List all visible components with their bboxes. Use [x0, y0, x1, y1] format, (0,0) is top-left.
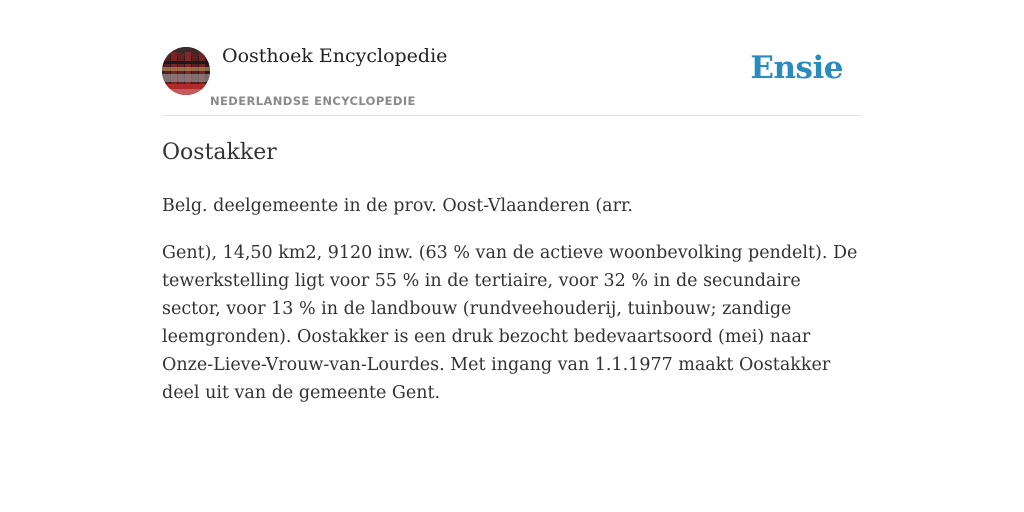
- article-paragraph-1: Belg. deelgemeente in de prov. Oost-Vlaanderen (arr.: [162, 196, 633, 216]
- article-title: Oostakker: [162, 140, 277, 165]
- site-name-link[interactable]: Oosthoek Encyclopedie: [222, 45, 448, 67]
- book-spines-icon: [162, 47, 210, 95]
- encyclopedia-avatar[interactable]: [162, 47, 210, 95]
- article-paragraph-2: Gent), 14,50 km2, 9120 inw. (63 % van de actieve woonbevolking pendelt). De tewerkstelling ligt voor 55 % in de tertiaire, voor 32 % in de secundaire sector, voor 13 % in de landbouw (rundveehouderij, tuinbouw; zandige leemgronden). Oostakker is een druk bezocht bedevaartsoord (mei) naar Onze-Lieve-Vrouw-van-Lourdes. Met ingang van 1.1.1977 maakt Oostakker deel uit van de gemeente Gent.: [162, 243, 858, 403]
- site-tagline: NEDERLANDSE ENCYCLOPEDIE: [210, 94, 416, 108]
- page: [162, 0, 862, 512]
- ensie-logo-link[interactable]: Ensie: [750, 50, 843, 86]
- site-header: [162, 0, 862, 116]
